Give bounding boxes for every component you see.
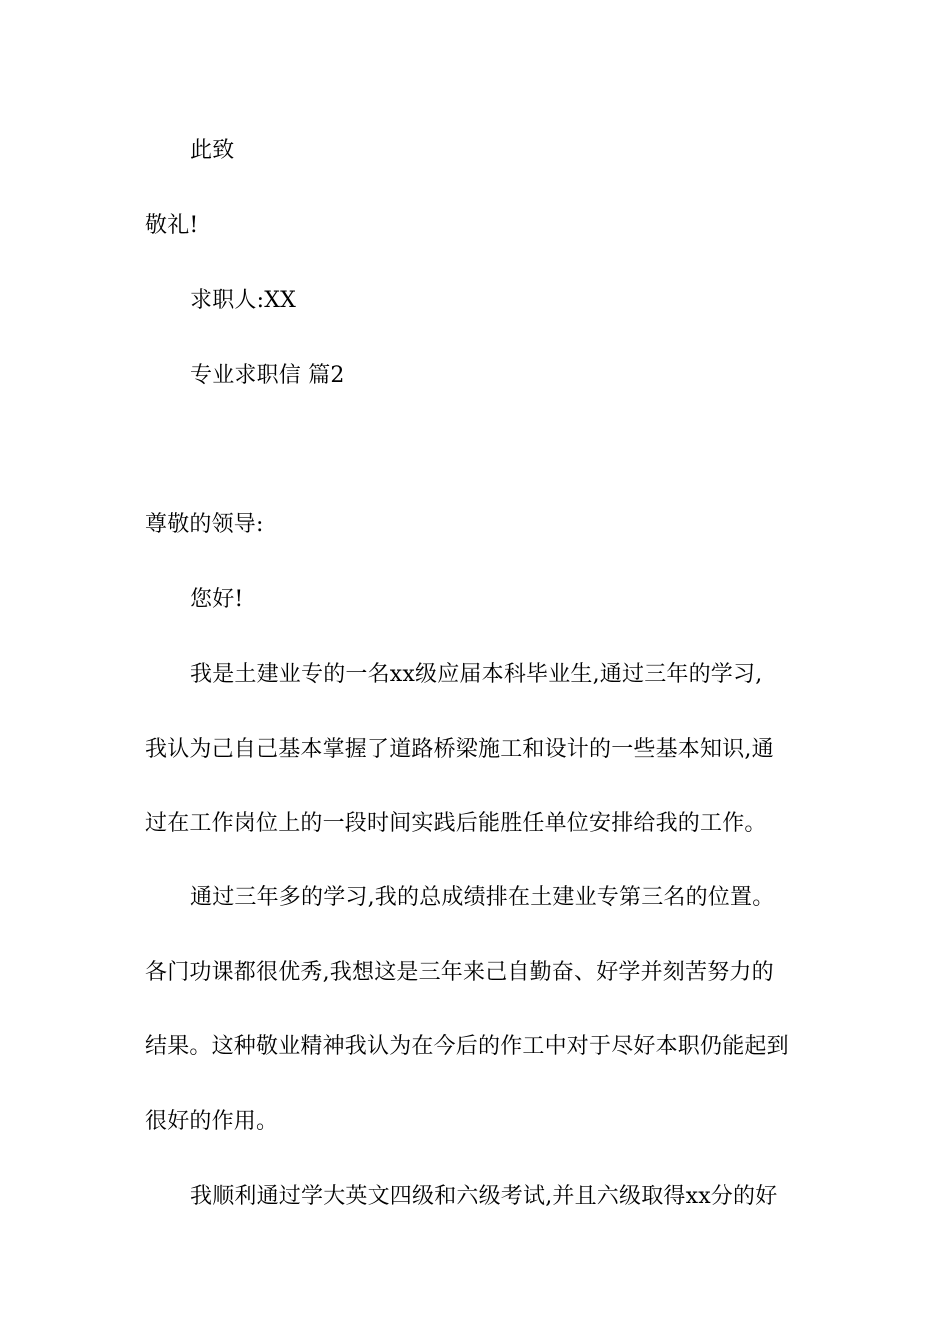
paragraph-1-line-3: 过在工作岗位上的一段时间实践后能胜任单位安排给我的工作。	[145, 811, 767, 836]
paragraph-1-line-2: 我认为己自己基本掌握了道路桥梁施工和设计的一些基本知识,通	[145, 737, 774, 762]
paragraph-3-line-1: 我顺利通过学大英文四级和六级考试,并且六级取得xx分的好	[190, 1184, 778, 1209]
section-heading: 专业求职信 篇2	[190, 363, 345, 388]
closing-regards: 敬礼!	[145, 213, 199, 238]
letter-hello: 您好!	[190, 587, 244, 612]
signature-line: 求职人:XX	[190, 288, 296, 313]
letter-greeting: 尊敬的领导:	[145, 512, 264, 537]
closing-salutation: 此致	[190, 138, 235, 163]
paragraph-1-line-1: 我是土建业专的一名xx级应届本科毕业生,通过三年的学习,	[190, 662, 763, 687]
paragraph-2-line-1: 通过三年多的学习,我的总成绩排在土建业专第三名的位置。	[190, 885, 775, 910]
paragraph-2-line-2: 各门功课都很优秀,我想这是三年来己自勤奋、好学并刻苦努力的	[145, 960, 774, 985]
paragraph-2-line-4: 很好的作用。	[145, 1109, 279, 1134]
paragraph-2-line-3: 结果。这种敬业精神我认为在今后的作工中对于尽好本职仍能起到	[145, 1034, 789, 1059]
